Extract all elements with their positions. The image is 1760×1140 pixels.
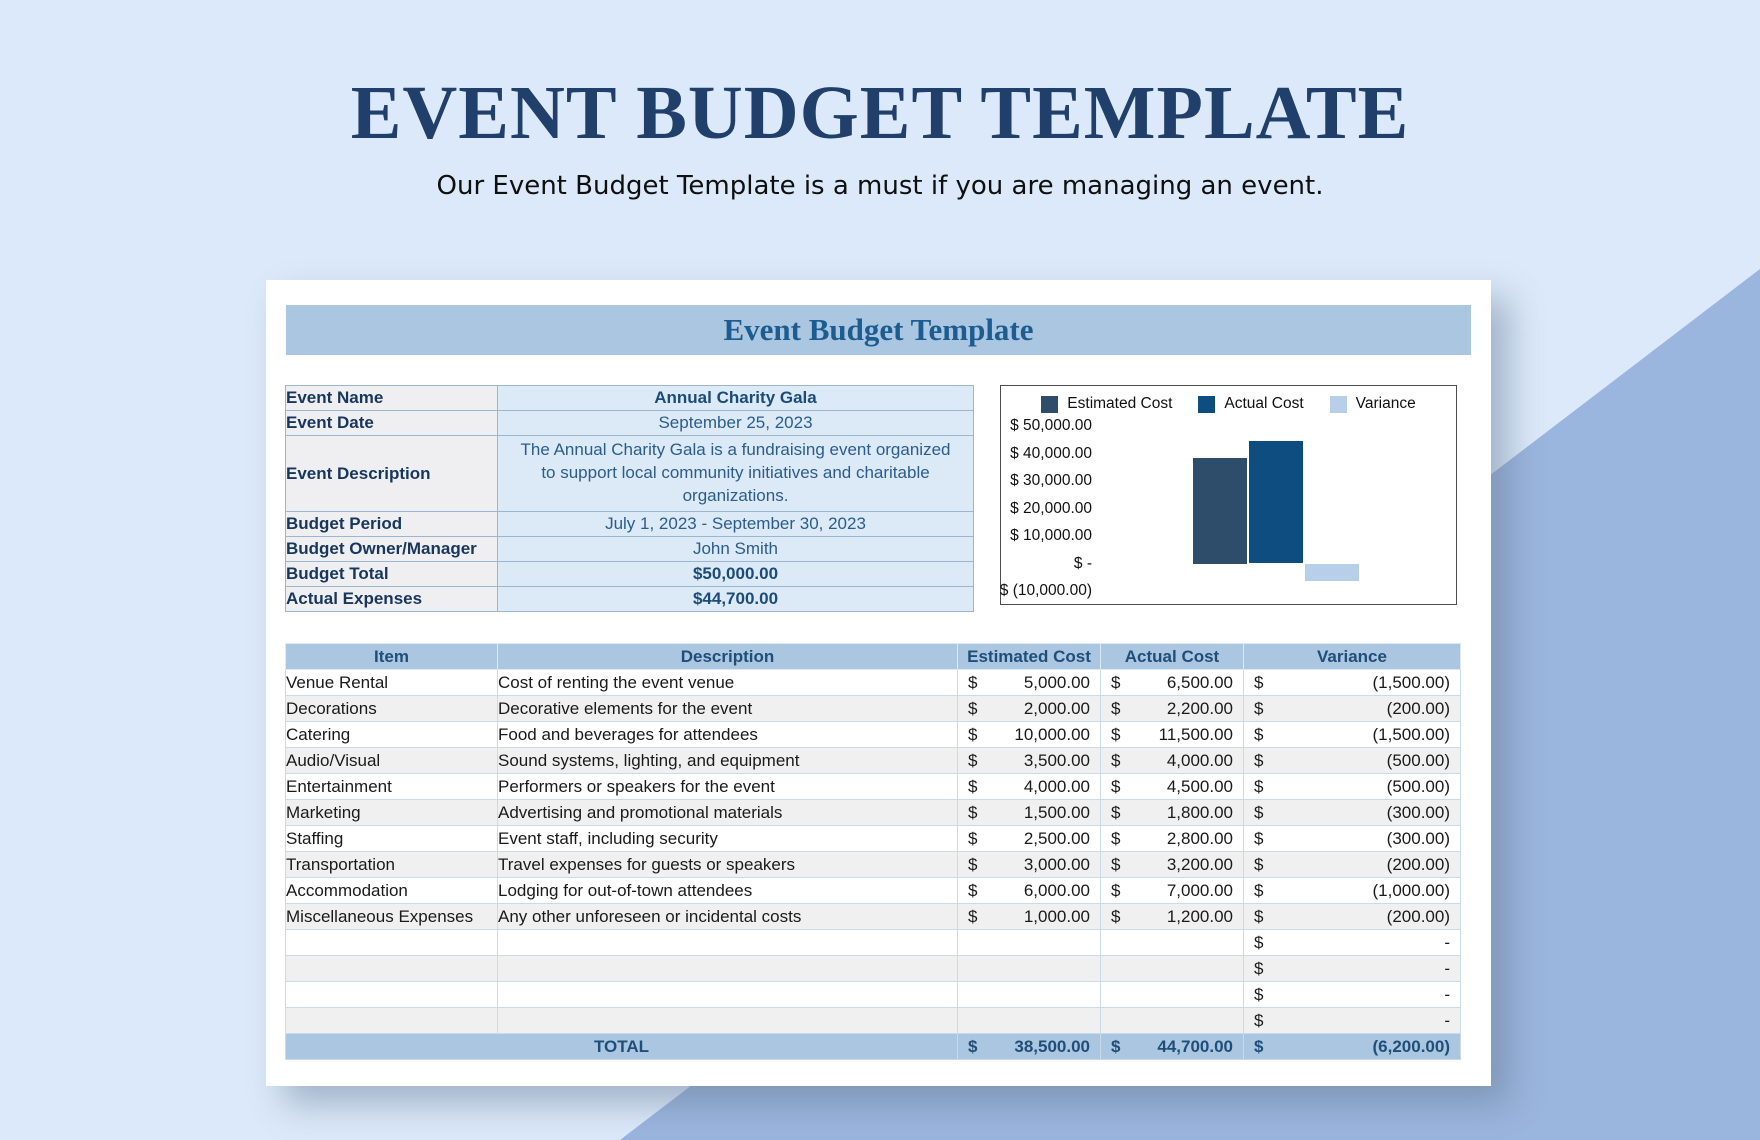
money-wrap — [958, 725, 1100, 745]
currency-symbol: $ — [968, 724, 978, 744]
money-wrap — [1244, 985, 1460, 1005]
money-wrap — [1244, 829, 1460, 849]
amount: 11,500.00 — [1158, 724, 1233, 744]
money-wrap — [1101, 699, 1243, 719]
info-row — [286, 411, 974, 436]
item-cell: Transportation — [286, 852, 498, 878]
item-cell: Decorations — [286, 696, 498, 722]
actual-cost-cell — [1101, 722, 1244, 748]
currency-symbol: $ — [968, 776, 978, 796]
amount: 6,500.00 — [1166, 672, 1233, 692]
column-header: Variance — [1244, 644, 1461, 670]
money-wrap — [958, 855, 1100, 875]
actual-cost-cell — [1101, 878, 1244, 904]
actual-cost-cell — [1101, 1008, 1244, 1034]
table-row — [286, 1008, 1461, 1034]
money-wrap — [958, 699, 1100, 719]
table-header-row — [286, 644, 1461, 670]
y-tick-label: $ 20,000.00 — [1010, 499, 1092, 517]
amount: 10,000.00 — [1014, 724, 1090, 744]
currency-symbol: $ — [1111, 854, 1121, 874]
money-wrap — [958, 829, 1100, 849]
table-row — [286, 696, 1461, 722]
money-wrap — [958, 907, 1100, 927]
table-row — [286, 826, 1461, 852]
info-label: Actual Expenses — [286, 587, 498, 612]
info-label: Budget Total — [286, 562, 498, 587]
description-cell: Sound systems, lighting, and equipment — [498, 748, 958, 774]
amount: 5,000.00 — [1023, 672, 1090, 692]
budget-table — [285, 643, 1461, 1060]
item-cell: Staffing — [286, 826, 498, 852]
description-cell — [498, 930, 958, 956]
amount: 7,000.00 — [1166, 880, 1233, 900]
amount: - — [1444, 984, 1450, 1004]
description-cell: Performers or speakers for the event — [498, 774, 958, 800]
info-value: The Annual Charity Gala is a fundraising event organized to support local community initiatives and charitable organizations. — [498, 436, 974, 512]
money-wrap — [1244, 855, 1460, 875]
info-value: $44,700.00 — [498, 587, 974, 612]
estimated-cost-cell — [958, 878, 1101, 904]
currency-symbol: $ — [968, 802, 978, 822]
amount: (200.00) — [1386, 906, 1450, 926]
amount: 4,000.00 — [1023, 776, 1090, 796]
description-cell: Event staff, including security — [498, 826, 958, 852]
estimated-cost-cell — [958, 696, 1101, 722]
item-cell — [286, 956, 498, 982]
variance-cell — [1244, 982, 1461, 1008]
money-wrap — [958, 751, 1100, 771]
estimated-cost-cell — [958, 800, 1101, 826]
item-cell — [286, 930, 498, 956]
description-cell — [498, 956, 958, 982]
currency-symbol: $ — [968, 828, 978, 848]
money-wrap — [1101, 881, 1243, 901]
item-cell: Marketing — [286, 800, 498, 826]
column-header: Estimated Cost — [958, 644, 1101, 670]
currency-symbol: $ — [1111, 698, 1121, 718]
table-row — [286, 852, 1461, 878]
actual-cost-cell — [1101, 852, 1244, 878]
bar-estimated-cost — [1193, 458, 1247, 564]
estimated-cost-cell — [958, 722, 1101, 748]
actual-cost-cell — [1101, 930, 1244, 956]
table-row — [286, 930, 1461, 956]
currency-symbol: $ — [1254, 750, 1264, 770]
money-wrap — [1244, 777, 1460, 797]
amount: (500.00) — [1386, 776, 1450, 796]
actual-cost-cell — [1101, 982, 1244, 1008]
money-wrap — [958, 777, 1100, 797]
amount: (1,500.00) — [1372, 724, 1450, 744]
variance-cell — [1244, 826, 1461, 852]
info-label: Event Description — [286, 436, 498, 512]
money-wrap — [1244, 959, 1460, 979]
amount: 3,200.00 — [1166, 854, 1233, 874]
estimated-cost-cell — [958, 774, 1101, 800]
bar-actual-cost — [1249, 441, 1303, 564]
amount: (300.00) — [1386, 802, 1450, 822]
amount: 4,500.00 — [1166, 776, 1233, 796]
legend-label: Estimated Cost — [1067, 395, 1173, 412]
amount: - — [1444, 958, 1450, 978]
estimated-cost-cell — [958, 1008, 1101, 1034]
money-wrap — [1101, 803, 1243, 823]
money-wrap — [958, 673, 1100, 693]
amount: - — [1444, 1010, 1450, 1030]
amount: 6,000.00 — [1023, 880, 1090, 900]
item-cell: Audio/Visual — [286, 748, 498, 774]
variance-cell — [1244, 722, 1461, 748]
chart-plot — [1001, 386, 1456, 604]
currency-symbol: $ — [1254, 854, 1264, 874]
actual-cost-cell — [1101, 748, 1244, 774]
budget-chart — [1000, 385, 1457, 605]
currency-symbol: $ — [1254, 724, 1264, 744]
money-wrap — [958, 881, 1100, 901]
item-cell — [286, 1008, 498, 1034]
item-cell: Entertainment — [286, 774, 498, 800]
amount: 3,500.00 — [1023, 750, 1090, 770]
currency-symbol: $ — [1111, 672, 1121, 692]
page-title: EVENT BUDGET TEMPLATE — [350, 71, 1410, 155]
currency-symbol: $ — [1111, 828, 1121, 848]
card-header-title: Event Budget Template — [723, 312, 1034, 347]
y-tick-label: $ 30,000.00 — [1010, 472, 1092, 489]
total-label: TOTAL — [286, 1034, 958, 1060]
info-row — [286, 512, 974, 537]
currency-symbol: $ — [1254, 1010, 1264, 1030]
actual-cost-cell — [1101, 800, 1244, 826]
info-row — [286, 587, 974, 612]
total-estimated-amount: 38,500.00 — [1014, 1036, 1090, 1056]
amount: 2,200.00 — [1166, 698, 1233, 718]
item-cell — [286, 982, 498, 1008]
description-cell: Travel expenses for guests or speakers — [498, 852, 958, 878]
amount: 2,000.00 — [1023, 698, 1090, 718]
column-header: Description — [498, 644, 958, 670]
money-wrap — [1244, 725, 1460, 745]
variance-cell — [1244, 670, 1461, 696]
currency-symbol: $ — [1111, 1036, 1121, 1056]
amount: 4,000.00 — [1166, 750, 1233, 770]
total-estimated-cell — [958, 1034, 1101, 1060]
variance-cell — [1244, 852, 1461, 878]
template-card — [266, 280, 1491, 1086]
actual-cost-cell — [1101, 956, 1244, 982]
estimated-cost-cell — [958, 748, 1101, 774]
total-actual-cell — [1101, 1034, 1244, 1060]
total-variance-amount: (6,200.00) — [1372, 1036, 1450, 1056]
currency-symbol: $ — [1254, 698, 1264, 718]
info-value: September 25, 2023 — [498, 411, 974, 436]
page-subtitle: Our Event Budget Template is a must if you are managing an event. — [436, 171, 1324, 201]
info-label: Event Name — [286, 386, 498, 411]
actual-cost-cell — [1101, 826, 1244, 852]
estimated-cost-cell — [958, 904, 1101, 930]
currency-symbol: $ — [1254, 1036, 1264, 1056]
table-row — [286, 670, 1461, 696]
info-label: Event Date — [286, 411, 498, 436]
currency-symbol: $ — [1254, 776, 1264, 796]
info-label: Budget Owner/Manager — [286, 537, 498, 562]
amount: (200.00) — [1386, 854, 1450, 874]
item-cell: Catering — [286, 722, 498, 748]
amount: 1,000.00 — [1023, 906, 1090, 926]
table-row — [286, 904, 1461, 930]
item-cell: Accommodation — [286, 878, 498, 904]
money-wrap — [1101, 725, 1243, 745]
amount: 3,000.00 — [1023, 854, 1090, 874]
currency-symbol: $ — [1254, 672, 1264, 692]
money-wrap — [1244, 751, 1460, 771]
currency-symbol: $ — [968, 854, 978, 874]
item-cell: Miscellaneous Expenses — [286, 904, 498, 930]
currency-symbol: $ — [1111, 802, 1121, 822]
amount: 1,500.00 — [1023, 802, 1090, 822]
estimated-cost-cell — [958, 826, 1101, 852]
money-wrap — [1244, 1011, 1460, 1031]
currency-symbol: $ — [1254, 802, 1264, 822]
money-wrap — [1101, 829, 1243, 849]
estimated-cost-cell — [958, 852, 1101, 878]
description-cell — [498, 982, 958, 1008]
description-cell: Cost of renting the event venue — [498, 670, 958, 696]
currency-symbol: $ — [968, 698, 978, 718]
currency-symbol: $ — [968, 1036, 978, 1056]
amount: 1,800.00 — [1166, 802, 1233, 822]
actual-cost-cell — [1101, 696, 1244, 722]
description-cell: Lodging for out-of-town attendees — [498, 878, 958, 904]
variance-cell — [1244, 696, 1461, 722]
y-tick-label: $ (10,000.00) — [999, 582, 1092, 599]
info-row — [286, 537, 974, 562]
actual-cost-cell — [1101, 670, 1244, 696]
table-row — [286, 722, 1461, 748]
currency-symbol: $ — [1254, 958, 1264, 978]
money-wrap — [1244, 933, 1460, 953]
y-tick-label: $ 40,000.00 — [1010, 444, 1092, 462]
info-value: Annual Charity Gala — [498, 386, 974, 411]
description-cell: Advertising and promotional materials — [498, 800, 958, 826]
amount: 1,200.00 — [1166, 906, 1233, 926]
money-wrap — [1101, 777, 1243, 797]
table-row — [286, 956, 1461, 982]
currency-symbol: $ — [1111, 776, 1121, 796]
legend-label: Actual Cost — [1224, 395, 1304, 412]
amount: (300.00) — [1386, 828, 1450, 848]
currency-symbol: $ — [1254, 932, 1264, 952]
currency-symbol: $ — [968, 672, 978, 692]
currency-symbol: $ — [968, 906, 978, 926]
money-wrap — [1244, 881, 1460, 901]
total-variance-cell — [1244, 1034, 1461, 1060]
currency-symbol: $ — [968, 750, 978, 770]
info-value: John Smith — [498, 537, 974, 562]
estimated-cost-cell — [958, 930, 1101, 956]
money-wrap — [1244, 699, 1460, 719]
amount: 2,800.00 — [1166, 828, 1233, 848]
amount: (1,000.00) — [1372, 880, 1450, 900]
description-cell: Any other unforeseen or incidental costs — [498, 904, 958, 930]
info-label: Budget Period — [286, 512, 498, 537]
table-row — [286, 774, 1461, 800]
variance-cell — [1244, 748, 1461, 774]
variance-cell — [1244, 774, 1461, 800]
info-row — [286, 386, 974, 411]
card-header — [286, 305, 1471, 355]
variance-cell — [1244, 1008, 1461, 1034]
variance-cell — [1244, 878, 1461, 904]
estimated-cost-cell — [958, 982, 1101, 1008]
money-wrap — [1101, 855, 1243, 875]
money-wrap — [958, 803, 1100, 823]
total-row — [286, 1034, 1461, 1060]
money-wrap — [1101, 673, 1243, 693]
description-cell: Food and beverages for attendees — [498, 722, 958, 748]
currency-symbol: $ — [1254, 984, 1264, 1004]
money-wrap — [1244, 907, 1460, 927]
money-wrap — [1244, 673, 1460, 693]
currency-symbol: $ — [1111, 724, 1121, 744]
table-row — [286, 800, 1461, 826]
currency-symbol: $ — [1111, 880, 1121, 900]
amount: (200.00) — [1386, 698, 1450, 718]
total-actual-amount: 44,700.00 — [1157, 1036, 1233, 1056]
amount: (1,500.00) — [1372, 672, 1450, 692]
y-tick-label: $ - — [1073, 554, 1092, 572]
table-row — [286, 878, 1461, 904]
info-value: $50,000.00 — [498, 562, 974, 587]
bar-variance — [1305, 564, 1359, 581]
y-tick-label: $ 50,000.00 — [1010, 417, 1092, 434]
info-row — [286, 562, 974, 587]
table-row — [286, 748, 1461, 774]
currency-symbol: $ — [1254, 828, 1264, 848]
description-cell: Decorative elements for the event — [498, 696, 958, 722]
legend-label: Variance — [1355, 395, 1416, 412]
info-value: July 1, 2023 - September 30, 2023 — [498, 512, 974, 537]
currency-symbol: $ — [1254, 906, 1264, 926]
actual-cost-cell — [1101, 904, 1244, 930]
variance-cell — [1244, 930, 1461, 956]
money-wrap — [1101, 907, 1243, 927]
currency-symbol: $ — [1111, 750, 1121, 770]
currency-symbol: $ — [1254, 880, 1264, 900]
amount: - — [1444, 932, 1450, 952]
money-wrap — [1101, 751, 1243, 771]
column-header: Item — [286, 644, 498, 670]
event-info-table — [285, 385, 974, 612]
variance-cell — [1244, 800, 1461, 826]
column-header: Actual Cost — [1101, 644, 1244, 670]
currency-symbol: $ — [1111, 906, 1121, 926]
estimated-cost-cell — [958, 956, 1101, 982]
variance-cell — [1244, 904, 1461, 930]
description-cell — [498, 1008, 958, 1034]
item-cell: Venue Rental — [286, 670, 498, 696]
money-wrap — [1244, 803, 1460, 823]
amount: 2,500.00 — [1023, 828, 1090, 848]
currency-symbol: $ — [968, 880, 978, 900]
estimated-cost-cell — [958, 670, 1101, 696]
amount: (500.00) — [1386, 750, 1450, 770]
actual-cost-cell — [1101, 774, 1244, 800]
info-row — [286, 436, 974, 512]
variance-cell — [1244, 956, 1461, 982]
table-row — [286, 982, 1461, 1008]
y-tick-label: $ 10,000.00 — [1010, 527, 1092, 544]
